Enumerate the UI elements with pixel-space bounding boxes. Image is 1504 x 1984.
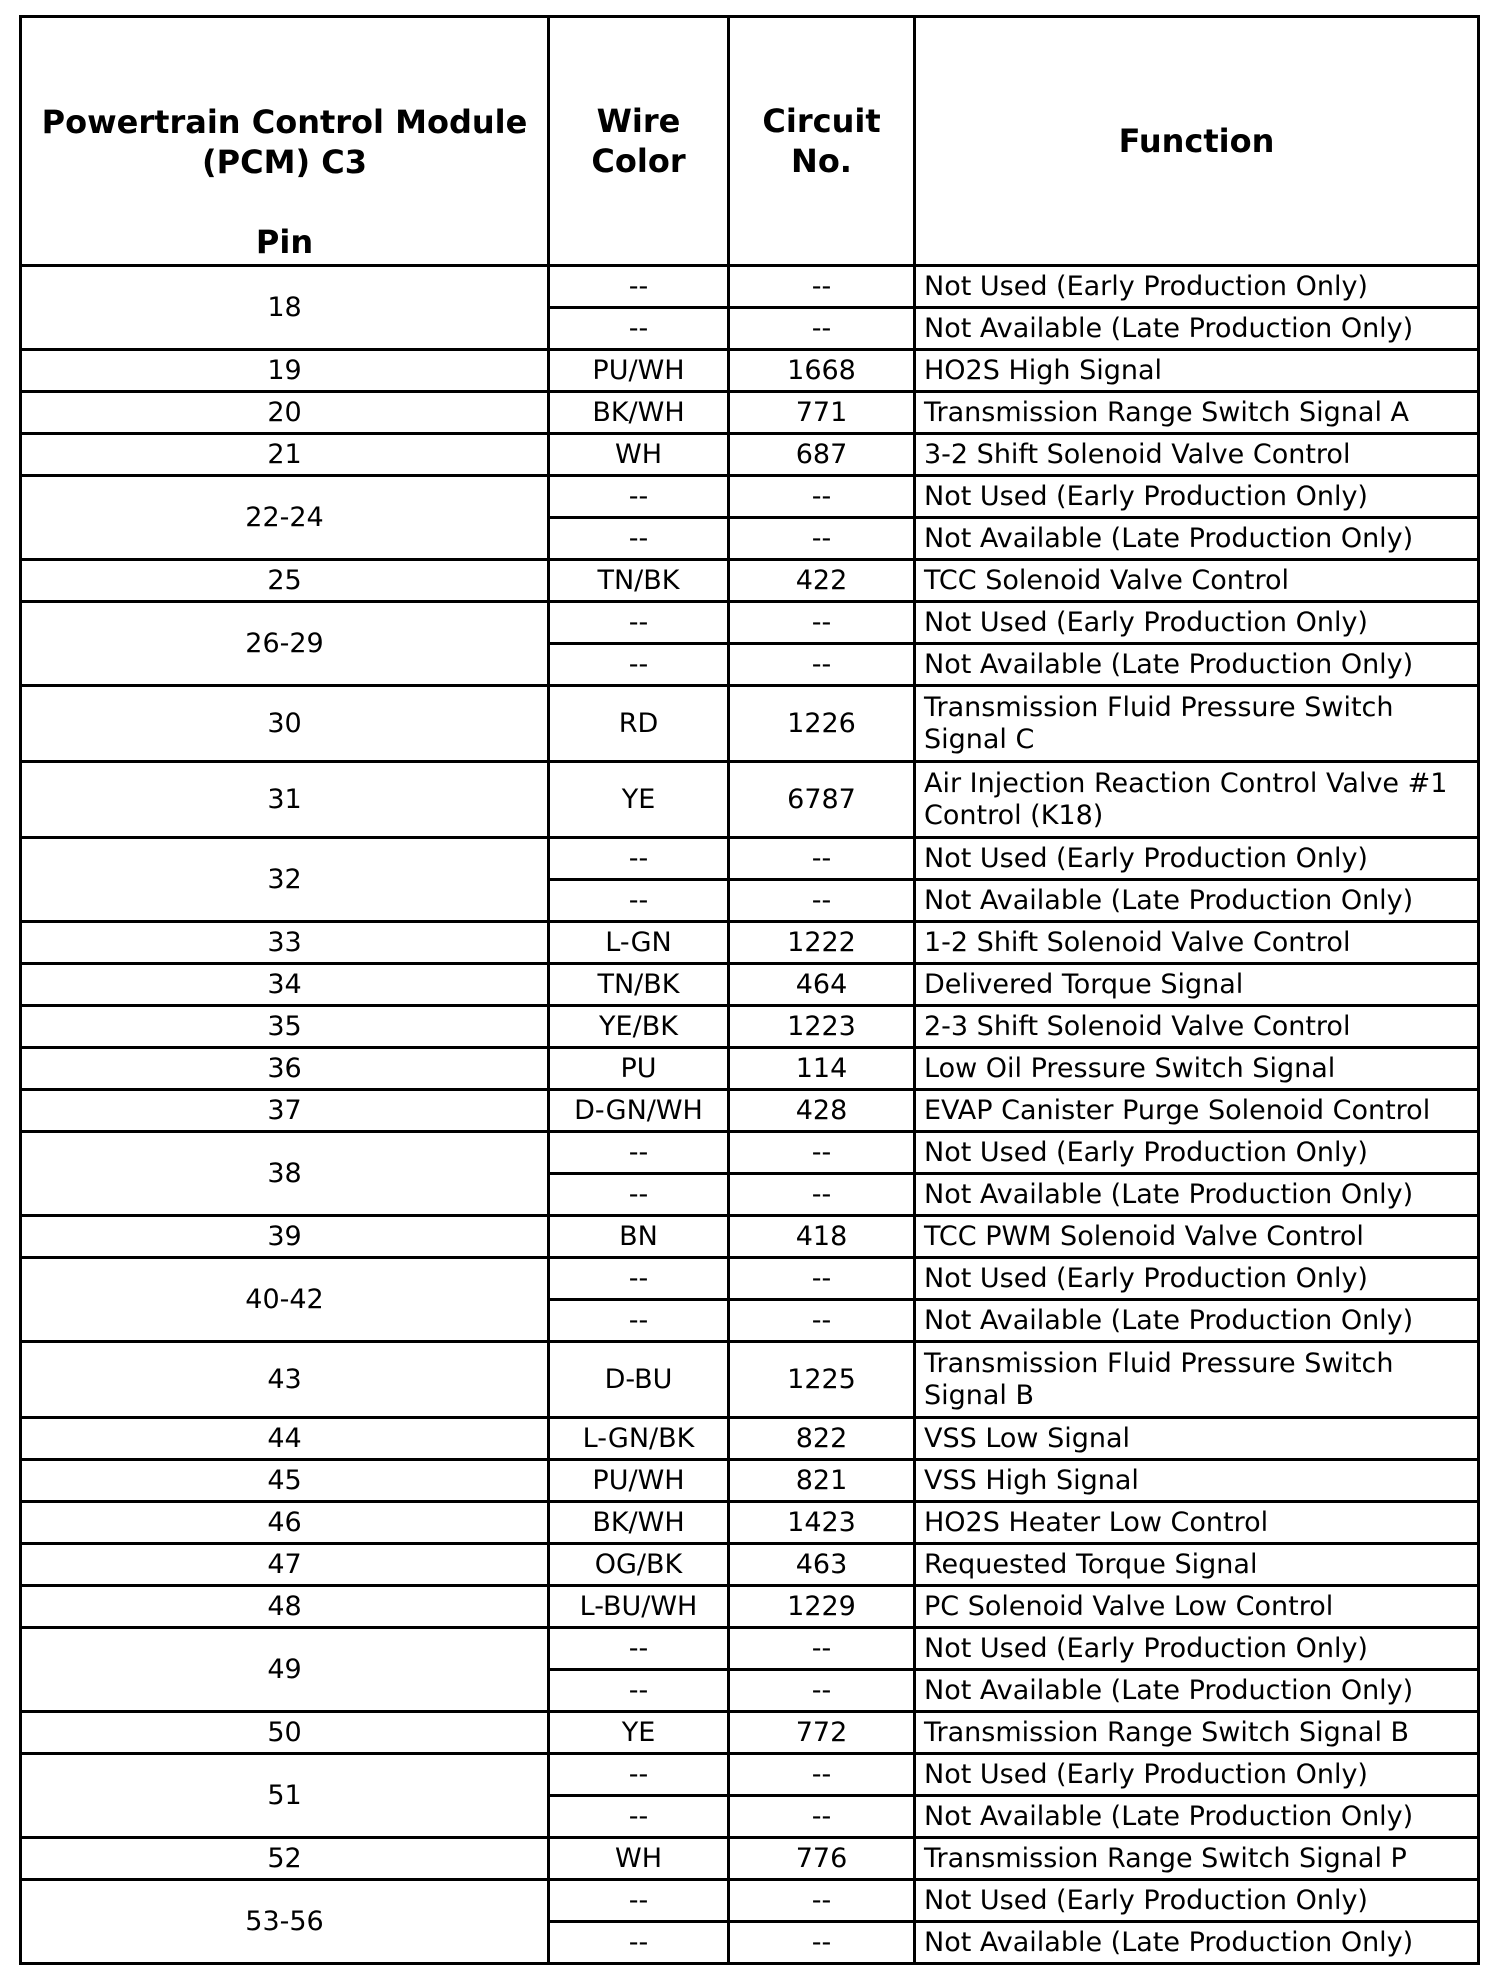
circuit-no-cell: 771 bbox=[729, 392, 915, 434]
table-row bbox=[21, 1712, 1479, 1754]
table-row bbox=[21, 1006, 1479, 1048]
pin-cell: 32 bbox=[21, 838, 549, 922]
circuit-no-cell: 418 bbox=[729, 1216, 915, 1258]
table-row bbox=[21, 350, 1479, 392]
function-cell: VSS Low Signal bbox=[915, 1418, 1479, 1460]
circuit-no-cell: -- bbox=[729, 602, 915, 644]
circuit-no-cell: -- bbox=[729, 1796, 915, 1838]
pin-cell: 44 bbox=[21, 1418, 549, 1460]
pin-cell: 25 bbox=[21, 560, 549, 602]
function-cell: EVAP Canister Purge Solenoid Control bbox=[915, 1090, 1479, 1132]
table-row bbox=[21, 922, 1479, 964]
circuit-no-cell: 114 bbox=[729, 1048, 915, 1090]
function-cell: Not Available (Late Production Only) bbox=[915, 1300, 1479, 1342]
header-pin bbox=[21, 17, 549, 266]
pin-cell: 43 bbox=[21, 1342, 549, 1418]
table-row bbox=[21, 1216, 1479, 1258]
table-row bbox=[21, 964, 1479, 1006]
wire-color-cell: YE bbox=[549, 1712, 729, 1754]
circuit-no-cell: -- bbox=[729, 308, 915, 350]
function-cell: Delivered Torque Signal bbox=[915, 964, 1479, 1006]
circuit-no-cell: -- bbox=[729, 1628, 915, 1670]
circuit-no-cell: 772 bbox=[729, 1712, 915, 1754]
pin-cell: 47 bbox=[21, 1544, 549, 1586]
wire-color-cell: -- bbox=[549, 1796, 729, 1838]
function-cell: 1-2 Shift Solenoid Valve Control bbox=[915, 922, 1479, 964]
table-row bbox=[21, 1586, 1479, 1628]
circuit-no-cell: 821 bbox=[729, 1460, 915, 1502]
table-row bbox=[21, 392, 1479, 434]
function-cell: Not Available (Late Production Only) bbox=[915, 1922, 1479, 1964]
table-row bbox=[21, 560, 1479, 602]
pin-cell: 35 bbox=[21, 1006, 549, 1048]
pin-cell: 21 bbox=[21, 434, 549, 476]
circuit-no-cell: 1226 bbox=[729, 686, 915, 762]
wire-color-cell: WH bbox=[549, 434, 729, 476]
function-cell: Not Available (Late Production Only) bbox=[915, 880, 1479, 922]
circuit-no-cell: 687 bbox=[729, 434, 915, 476]
function-cell: PC Solenoid Valve Low Control bbox=[915, 1586, 1479, 1628]
circuit-no-cell: 428 bbox=[729, 1090, 915, 1132]
wire-color-cell: WH bbox=[549, 1838, 729, 1880]
wire-color-cell: -- bbox=[549, 1880, 729, 1922]
wire-color-cell: TN/BK bbox=[549, 964, 729, 1006]
function-cell: Not Used (Early Production Only) bbox=[915, 838, 1479, 880]
wire-color-cell: PU/WH bbox=[549, 1460, 729, 1502]
circuit-no-cell: -- bbox=[729, 1174, 915, 1216]
function-cell: HO2S High Signal bbox=[915, 350, 1479, 392]
circuit-no-cell: -- bbox=[729, 518, 915, 560]
wire-color-cell: -- bbox=[549, 476, 729, 518]
function-cell: Not Available (Late Production Only) bbox=[915, 1174, 1479, 1216]
pin-cell: 34 bbox=[21, 964, 549, 1006]
pin-cell: 50 bbox=[21, 1712, 549, 1754]
wire-color-cell: -- bbox=[549, 1754, 729, 1796]
wire-color-cell: -- bbox=[549, 1922, 729, 1964]
pin-cell: 33 bbox=[21, 922, 549, 964]
circuit-no-cell: 1423 bbox=[729, 1502, 915, 1544]
table-row bbox=[21, 1880, 1479, 1922]
wire-color-cell: BK/WH bbox=[549, 392, 729, 434]
function-cell: Not Used (Early Production Only) bbox=[915, 1880, 1479, 1922]
wire-color-cell: -- bbox=[549, 1628, 729, 1670]
table-row bbox=[21, 476, 1479, 518]
pin-cell: 39 bbox=[21, 1216, 549, 1258]
function-cell: TCC PWM Solenoid Valve Control bbox=[915, 1216, 1479, 1258]
wire-color-cell: BN bbox=[549, 1216, 729, 1258]
circuit-no-cell: -- bbox=[729, 1754, 915, 1796]
wire-color-cell: D-GN/WH bbox=[549, 1090, 729, 1132]
function-cell: 3-2 Shift Solenoid Valve Control bbox=[915, 434, 1479, 476]
wire-color-cell: -- bbox=[549, 1670, 729, 1712]
pin-cell: 26-29 bbox=[21, 602, 549, 686]
circuit-no-cell: 1223 bbox=[729, 1006, 915, 1048]
circuit-no-cell: 422 bbox=[729, 560, 915, 602]
circuit-no-cell: -- bbox=[729, 1300, 915, 1342]
circuit-no-cell: -- bbox=[729, 1880, 915, 1922]
wire-color-cell: -- bbox=[549, 880, 729, 922]
table-row bbox=[21, 1460, 1479, 1502]
pin-cell: 51 bbox=[21, 1754, 549, 1838]
table-row bbox=[21, 1342, 1479, 1418]
circuit-no-cell: 1225 bbox=[729, 1342, 915, 1418]
function-cell: Low Oil Pressure Switch Signal bbox=[915, 1048, 1479, 1090]
header-wire-color: Wire Color bbox=[549, 17, 729, 266]
wire-color-cell: BK/WH bbox=[549, 1502, 729, 1544]
table-row bbox=[21, 1838, 1479, 1880]
pin-cell: 52 bbox=[21, 1838, 549, 1880]
wire-color-cell: TN/BK bbox=[549, 560, 729, 602]
table-row bbox=[21, 1258, 1479, 1300]
wire-color-cell: YE bbox=[549, 762, 729, 838]
pin-cell: 38 bbox=[21, 1132, 549, 1216]
circuit-no-cell: 6787 bbox=[729, 762, 915, 838]
function-cell: Not Used (Early Production Only) bbox=[915, 602, 1479, 644]
table-row bbox=[21, 762, 1479, 838]
function-cell: HO2S Heater Low Control bbox=[915, 1502, 1479, 1544]
circuit-no-cell: 776 bbox=[729, 1838, 915, 1880]
function-cell: Not Used (Early Production Only) bbox=[915, 1628, 1479, 1670]
circuit-no-cell: -- bbox=[729, 1258, 915, 1300]
wire-color-cell: L-GN/BK bbox=[549, 1418, 729, 1460]
table-row bbox=[21, 1418, 1479, 1460]
pin-cell: 22-24 bbox=[21, 476, 549, 560]
function-cell: Transmission Range Switch Signal B bbox=[915, 1712, 1479, 1754]
pin-cell: 53-56 bbox=[21, 1880, 549, 1964]
circuit-no-cell: 822 bbox=[729, 1418, 915, 1460]
pin-cell: 36 bbox=[21, 1048, 549, 1090]
wire-color-cell: -- bbox=[549, 266, 729, 308]
table-body bbox=[21, 266, 1479, 1964]
circuit-no-cell: 463 bbox=[729, 1544, 915, 1586]
wire-color-cell: -- bbox=[549, 308, 729, 350]
function-cell: Not Available (Late Production Only) bbox=[915, 644, 1479, 686]
header-circuit-no: Circuit No. bbox=[729, 17, 915, 266]
wire-color-cell: OG/BK bbox=[549, 1544, 729, 1586]
function-cell: 2-3 Shift Solenoid Valve Control bbox=[915, 1006, 1479, 1048]
function-cell: Not Available (Late Production Only) bbox=[915, 308, 1479, 350]
header-module-title: Powertrain Control Module (PCM) C3 bbox=[41, 103, 528, 181]
pin-cell: 19 bbox=[21, 350, 549, 392]
wire-color-cell: -- bbox=[549, 602, 729, 644]
circuit-no-cell: -- bbox=[729, 1922, 915, 1964]
function-cell: Not Used (Early Production Only) bbox=[915, 1754, 1479, 1796]
function-cell: Not Used (Early Production Only) bbox=[915, 266, 1479, 308]
circuit-no-cell: -- bbox=[729, 838, 915, 880]
circuit-no-cell: 1668 bbox=[729, 350, 915, 392]
wire-color-cell: -- bbox=[549, 1132, 729, 1174]
wire-color-cell: -- bbox=[549, 644, 729, 686]
header-function: Function bbox=[915, 17, 1479, 266]
pin-cell: 18 bbox=[21, 266, 549, 350]
wire-color-cell: -- bbox=[549, 1174, 729, 1216]
wire-color-cell: YE/BK bbox=[549, 1006, 729, 1048]
circuit-no-cell: -- bbox=[729, 476, 915, 518]
pin-cell: 46 bbox=[21, 1502, 549, 1544]
pin-cell: 45 bbox=[21, 1460, 549, 1502]
pin-cell: 20 bbox=[21, 392, 549, 434]
wire-color-cell: L-GN bbox=[549, 922, 729, 964]
wire-color-cell: -- bbox=[549, 518, 729, 560]
wire-color-cell: L-BU/WH bbox=[549, 1586, 729, 1628]
function-cell: Not Available (Late Production Only) bbox=[915, 518, 1479, 560]
wire-color-cell: -- bbox=[549, 1300, 729, 1342]
table-row bbox=[21, 1090, 1479, 1132]
function-cell: Transmission Range Switch Signal A bbox=[915, 392, 1479, 434]
pcm-c3-pinout-table bbox=[19, 15, 1480, 1965]
pin-cell: 37 bbox=[21, 1090, 549, 1132]
function-cell: Transmission Fluid Pressure Switch Signal B bbox=[915, 1342, 1479, 1418]
function-cell: Transmission Range Switch Signal P bbox=[915, 1838, 1479, 1880]
table-row bbox=[21, 266, 1479, 308]
table-row bbox=[21, 1544, 1479, 1586]
header-pin-label: Pin bbox=[255, 223, 314, 261]
circuit-no-cell: -- bbox=[729, 1132, 915, 1174]
function-cell: Transmission Fluid Pressure Switch Signal C bbox=[915, 686, 1479, 762]
function-cell: Air Injection Reaction Control Valve #1 Control (K18) bbox=[915, 762, 1479, 838]
table-row bbox=[21, 602, 1479, 644]
circuit-no-cell: -- bbox=[729, 880, 915, 922]
pin-cell: 48 bbox=[21, 1586, 549, 1628]
circuit-no-cell: 464 bbox=[729, 964, 915, 1006]
table-row bbox=[21, 686, 1479, 762]
table-row bbox=[21, 838, 1479, 880]
function-cell: Not Used (Early Production Only) bbox=[915, 476, 1479, 518]
table-row bbox=[21, 1048, 1479, 1090]
function-cell: TCC Solenoid Valve Control bbox=[915, 560, 1479, 602]
function-cell: Not Used (Early Production Only) bbox=[915, 1258, 1479, 1300]
function-cell: VSS High Signal bbox=[915, 1460, 1479, 1502]
wire-color-cell: D-BU bbox=[549, 1342, 729, 1418]
header-row bbox=[21, 17, 1479, 266]
pin-cell: 30 bbox=[21, 686, 549, 762]
circuit-no-cell: 1222 bbox=[729, 922, 915, 964]
function-cell: Requested Torque Signal bbox=[915, 1544, 1479, 1586]
wire-color-cell: RD bbox=[549, 686, 729, 762]
wire-color-cell: PU bbox=[549, 1048, 729, 1090]
function-cell: Not Available (Late Production Only) bbox=[915, 1796, 1479, 1838]
pin-cell: 31 bbox=[21, 762, 549, 838]
circuit-no-cell: -- bbox=[729, 266, 915, 308]
wire-color-cell: -- bbox=[549, 838, 729, 880]
table-row bbox=[21, 434, 1479, 476]
table-row bbox=[21, 1754, 1479, 1796]
wire-color-cell: -- bbox=[549, 1258, 729, 1300]
table-row bbox=[21, 1132, 1479, 1174]
wire-color-cell: PU/WH bbox=[549, 350, 729, 392]
circuit-no-cell: -- bbox=[729, 644, 915, 686]
table-row bbox=[21, 1502, 1479, 1544]
circuit-no-cell: -- bbox=[729, 1670, 915, 1712]
table-row bbox=[21, 1628, 1479, 1670]
function-cell: Not Available (Late Production Only) bbox=[915, 1670, 1479, 1712]
function-cell: Not Used (Early Production Only) bbox=[915, 1132, 1479, 1174]
circuit-no-cell: 1229 bbox=[729, 1586, 915, 1628]
pin-cell: 49 bbox=[21, 1628, 549, 1712]
pin-cell: 40-42 bbox=[21, 1258, 549, 1342]
